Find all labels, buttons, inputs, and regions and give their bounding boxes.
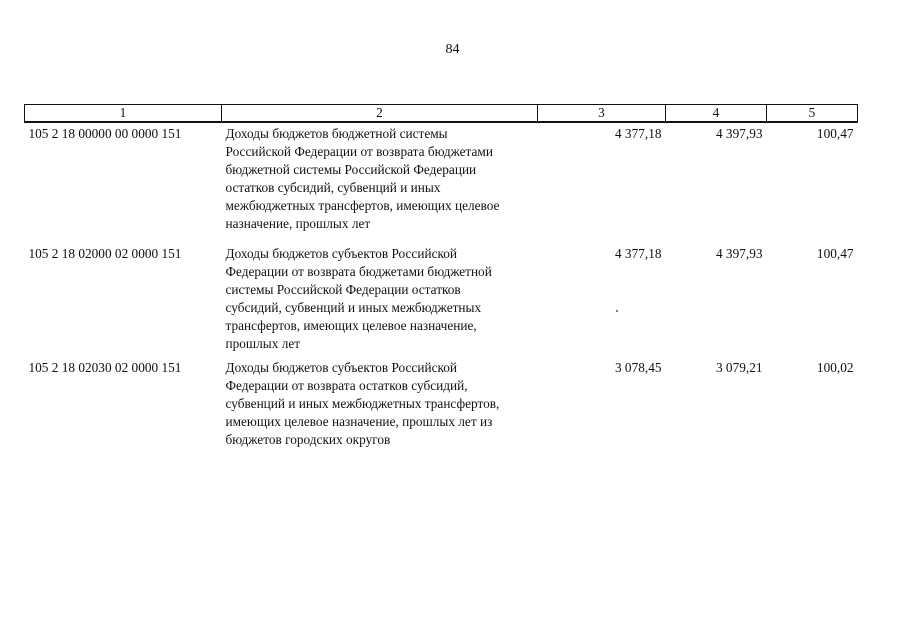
description-cell xyxy=(222,122,538,245)
budget-code: 105 2 18 02030 02 0000 151 xyxy=(28,360,182,375)
value-col4: 4 397,93 xyxy=(715,246,763,261)
value-col4: 4 397,93 xyxy=(715,126,763,141)
value-col5: 100,02 xyxy=(816,360,854,375)
table-header-row xyxy=(25,105,858,123)
description-line: системы Российской Федерации остатков xyxy=(225,282,461,297)
budget-table xyxy=(24,104,858,455)
column-header-2: 2 xyxy=(222,105,538,123)
scan-speck xyxy=(616,310,618,312)
description-line: субсидий, субвенций и иных межбюджетных xyxy=(225,300,482,315)
description-line: имеющих целевое назначение, прошлых лет из xyxy=(225,414,493,429)
table-row xyxy=(25,245,858,359)
description-line: межбюджетных трансфертов, имеющих целевое xyxy=(225,198,500,213)
value-col4: 3 079,21 xyxy=(715,360,763,375)
description-line: назначение, прошлых лет xyxy=(225,216,371,231)
value-col3: 3 078,45 xyxy=(614,360,662,375)
column-header-3: 3 xyxy=(538,105,666,123)
description-line: Доходы бюджетов субъектов Российской xyxy=(225,360,458,375)
description-line: Доходы бюджетов субъектов Российской xyxy=(225,246,458,261)
description-line: Федерации от возврата остатков субсидий, xyxy=(225,378,468,393)
budget-code: 105 2 18 02000 02 0000 151 xyxy=(28,246,182,261)
description-cell xyxy=(222,359,538,455)
description-cell xyxy=(222,245,538,359)
description-line: остатков субсидий, субвенций и иных xyxy=(225,180,441,195)
budget-code: 105 2 18 00000 00 0000 151 xyxy=(28,126,182,141)
description-line: трансфертов, имеющих целевое назначение, xyxy=(225,318,477,333)
value-col5: 100,47 xyxy=(816,126,854,141)
description-line: Российской Федерации от возврата бюджетами xyxy=(225,144,493,159)
description-line: Федерации от возврата бюджетами бюджетной xyxy=(225,264,492,279)
description-line: Доходы бюджетов бюджетной системы xyxy=(225,126,448,141)
table-row xyxy=(25,359,858,455)
table-row xyxy=(25,122,858,245)
page-number: 84 xyxy=(445,42,460,57)
description-line: бюджетов городских округов xyxy=(225,432,391,447)
value-col3: 4 377,18 xyxy=(614,126,662,141)
value-col3: 4 377,18 xyxy=(614,246,662,261)
value-col5: 100,47 xyxy=(816,246,854,261)
description-line: прошлых лет xyxy=(225,336,301,351)
column-header-5: 5 xyxy=(767,105,858,123)
column-header-1: 1 xyxy=(25,105,222,123)
description-line: бюджетной системы Российской Федерации xyxy=(225,162,477,177)
description-line: субвенций и иных межбюджетных трансфертов, xyxy=(225,396,500,411)
column-header-4: 4 xyxy=(666,105,767,123)
